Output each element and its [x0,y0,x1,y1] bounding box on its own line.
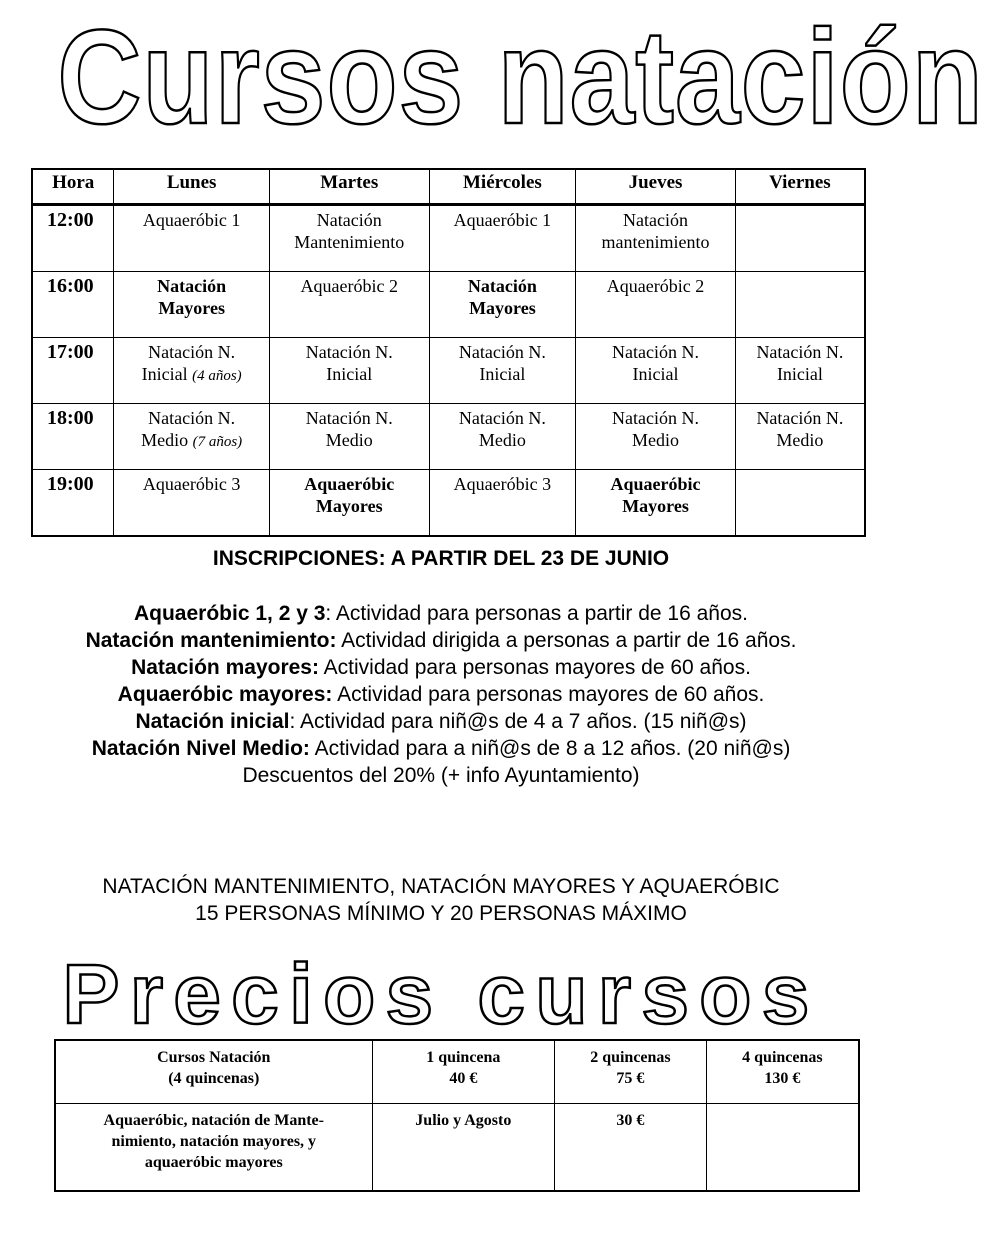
prices-cell-2 [555,1104,707,1192]
hour-cell: 19:00 [32,470,114,537]
class-line: Natación N. [305,408,393,428]
prices-header-row [55,1040,859,1104]
schedule-header-row [32,169,865,205]
class-line: Medio [325,430,373,450]
description-text: Actividad para personas mayores de 60 años. [318,656,751,679]
capacity-limits [0,873,882,927]
class-cell [429,205,576,272]
schedule-row [32,272,865,338]
description-label: Aquaeróbic 1, 2 y 3 [133,602,326,625]
class-line: Natación [157,276,227,296]
prices-header-line: 4 quincenas [742,1049,823,1066]
class-cell [429,272,576,338]
prices-header-line: 40 € [449,1070,478,1087]
class-line: Natación N. [612,342,699,362]
class-line: Mantenimiento [294,232,405,252]
class-cell [429,470,576,537]
class-cell [735,404,865,470]
age-note: (4 años) [192,368,242,384]
class-cell [114,338,270,404]
class-line: Inicial [141,364,188,384]
class-line: Mayores [158,298,225,318]
description-label: Natación Nivel Medio: [91,737,310,760]
class-cell [269,272,429,338]
prices-title: Precios cursos [62,947,820,1041]
class-cell [114,404,270,470]
prices-cell-line: 30 € [616,1112,645,1129]
class-line: mantenimiento [601,232,710,252]
class-cell [269,404,429,470]
description-item [0,627,882,654]
class-cell [114,470,270,537]
page-title: Cursos natación [57,3,984,152]
class-line: Aquaeróbic 2 [300,276,398,296]
description-text: Actividad dirigida a personas a partir de 16 años. [336,629,797,652]
description-text: : Actividad para niñ@s de 4 a 7 años. (15 niñ@s) [289,710,747,733]
prices-cell-line: Aquaeróbic, natación de Mante- [103,1112,324,1129]
description-text: Actividad para personas mayores de 60 años. [332,683,765,706]
description-label: Natación mantenimiento: [85,629,337,652]
limits-line-2: 15 PERSONAS MÍNIMO Y 20 PERSONAS MÁXIMO [195,902,687,925]
prices-cell-0 [55,1104,372,1192]
schedule-row [32,338,865,404]
class-cell [269,205,429,272]
class-line: Aquaeróbic [610,474,701,494]
description-item [0,681,882,708]
schedule-header-4: Jueves [576,169,736,205]
prices-header-line: (4 quincenas) [168,1070,260,1087]
class-cell [429,404,576,470]
class-line: Medio [141,430,189,450]
class-line: Inicial [326,364,373,384]
prices-header-line: 75 € [616,1070,645,1087]
class-line: Natación N. [458,342,546,362]
prices-header-1 [372,1040,555,1104]
class-line: Natación [623,210,688,230]
class-line: Mayores [469,298,536,318]
description-item [0,708,882,735]
prices-header-line: 1 quincena [426,1049,501,1066]
class-cell [576,205,736,272]
course-descriptions [0,600,882,789]
description-label: Natación inicial [135,710,290,733]
prices-header-3 [706,1040,859,1104]
schedule-header-0: Hora [32,169,114,205]
class-cell [735,338,865,404]
class-cell [735,205,865,272]
prices-header-2 [555,1040,707,1104]
schedule-row [32,404,865,470]
class-line: Natación N. [612,408,699,428]
class-cell [576,272,736,338]
class-line: Medio [478,430,526,450]
class-line: Aquaeróbic 3 [453,474,552,494]
class-line: Aquaeróbic [304,474,395,494]
description-text: : Actividad para personas a partir de 16 años. [325,602,749,625]
class-line: Aquaeróbic 3 [142,474,241,494]
prices-row [55,1104,859,1192]
prices-header-0 [55,1040,372,1104]
class-line: Inicial [479,364,526,384]
class-cell [735,272,865,338]
class-cell [114,272,270,338]
description-item [0,600,882,627]
class-line: Natación N. [756,342,844,362]
class-cell [269,338,429,404]
class-cell [269,470,429,537]
prices-cell-line: Julio y Agosto [415,1112,512,1129]
schedule-header-3: Miércoles [429,169,576,205]
class-line: Natación [316,210,382,230]
description-label: Natación mayores: [131,656,319,679]
class-cell [576,338,736,404]
class-line: Medio [776,430,824,450]
class-cell [576,470,736,537]
class-cell [576,404,736,470]
class-cell [429,338,576,404]
description-item [0,735,882,762]
class-line: Inicial [632,364,679,384]
schedule-row [32,470,865,537]
description-text: Actividad para a niñ@s de 8 a 12 años. (20 niñ@s) [309,737,791,760]
description-label: Aquaeróbic mayores: [117,683,333,706]
prices-cell-1 [372,1104,555,1192]
hour-cell: 12:00 [32,205,114,272]
hour-cell: 17:00 [32,338,114,404]
class-line: Natación N. [305,342,393,362]
hour-cell: 16:00 [32,272,114,338]
prices-header-line: 130 € [764,1070,801,1087]
schedule-header-2: Martes [269,169,429,205]
prices-header-line: Cursos Natación [157,1049,271,1066]
inscriptions-notice: INSCRIPCIONES: A PARTIR DEL 23 DE JUNIO [212,547,670,570]
prices-header-line: 2 quincenas [590,1049,671,1066]
prices-cell-3 [706,1104,859,1192]
class-line: Inicial [776,364,823,384]
class-line: Natación N. [148,408,236,428]
discount-note: Descuentos del 20% (+ info Ayuntamiento) [242,764,640,787]
class-line: Medio [632,430,680,450]
limits-line-1: NATACIÓN MANTENIMIENTO, NATACIÓN MAYORES Y AQUAERÓBIC [102,875,780,898]
prices-cell-line: aquaeróbic mayores [144,1154,283,1171]
description-item [0,654,882,681]
schedule-header-1: Lunes [114,169,270,205]
schedule-header-5: Viernes [735,169,865,205]
hour-cell: 18:00 [32,404,114,470]
class-line: Aquaeróbic 2 [606,276,705,296]
class-line: Aquaeróbic 1 [142,210,241,230]
class-line: Natación N. [458,408,546,428]
class-line: Mayores [315,496,383,516]
class-cell [735,470,865,537]
class-line: Natación [467,276,537,296]
schedule-table [31,168,866,537]
class-line: Mayores [622,496,689,516]
schedule-row [32,205,865,272]
class-line: Natación N. [756,408,844,428]
class-line: Aquaeróbic 1 [453,210,552,230]
prices-cell-line: nimiento, natación mayores, y [111,1133,317,1150]
prices-table [54,1039,860,1192]
age-note: (7 años) [192,434,243,450]
class-line: Natación N. [148,342,236,362]
class-cell [114,205,270,272]
